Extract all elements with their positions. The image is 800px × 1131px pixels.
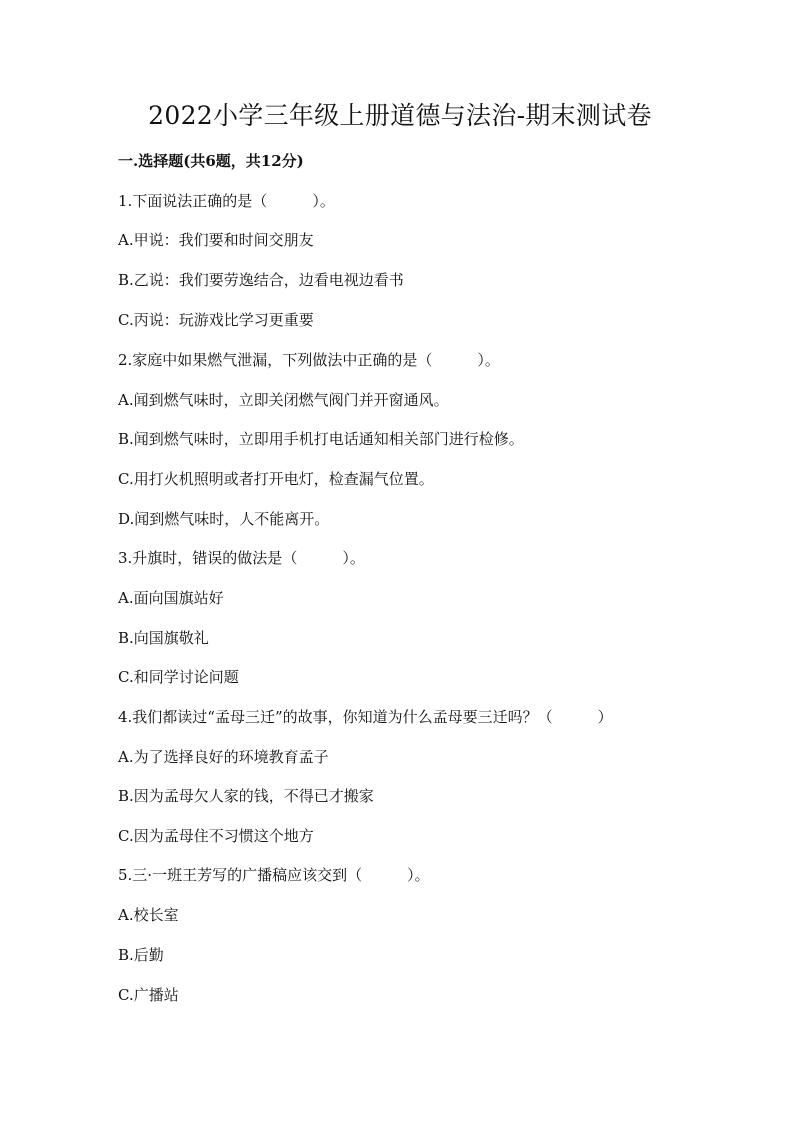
q4-option-a: A.为了选择良好的环境教育孟子	[118, 748, 329, 766]
q5-option-c: C.广播站	[118, 986, 179, 1004]
page-title: 2022小学三年级上册道德与法治-期末测试卷	[148, 101, 652, 130]
q2-option-b: B.闻到燃气味时，立即用手机打电话通知相关部门进行检修。	[118, 430, 524, 448]
q4-option-b: B.因为孟母欠人家的钱，不得已才搬家	[118, 787, 374, 805]
question-2: 2.家庭中如果燃气泄漏，下列做法中正确的是（ ）。	[118, 351, 500, 369]
q5-option-a: A.校长室	[118, 906, 179, 924]
q1-option-c: C.丙说：玩游戏比学习更重要	[118, 311, 314, 329]
section-heading: 一.选择题(共6题，共12分)	[118, 152, 304, 170]
q3-option-c: C.和同学讨论问题	[118, 668, 239, 686]
q2-option-a: A.闻到燃气味时，立即关闭燃气阀门并开窗通风。	[118, 391, 449, 409]
q3-option-b: B.向国旗敬礼	[118, 629, 209, 647]
q2-option-d: D.闻到燃气味时，人不能离开。	[118, 510, 330, 528]
question-3: 3.升旗时，错误的做法是（ ）。	[118, 549, 365, 567]
question-4: 4.我们都读过“孟母三迁”的故事，你知道为什么孟母要三迁吗？（ ）	[118, 708, 613, 726]
q5-option-b: B.后勤	[118, 946, 164, 964]
q1-option-a: A.甲说：我们要和时间交朋友	[118, 231, 314, 249]
q1-option-b: B.乙说：我们要劳逸结合，边看电视边看书	[118, 271, 404, 289]
q2-option-c: C.用打火机照明或者打开电灯，检查漏气位置。	[118, 470, 434, 488]
q3-option-a: A.面向国旗站好	[118, 589, 224, 607]
question-5: 5.三·一班王芳写的广播稿应该交到（ ）。	[118, 866, 430, 884]
q4-option-c: C.因为孟母住不习惯这个地方	[118, 827, 314, 845]
question-1: 1.下面说法正确的是（ ）。	[118, 192, 335, 210]
